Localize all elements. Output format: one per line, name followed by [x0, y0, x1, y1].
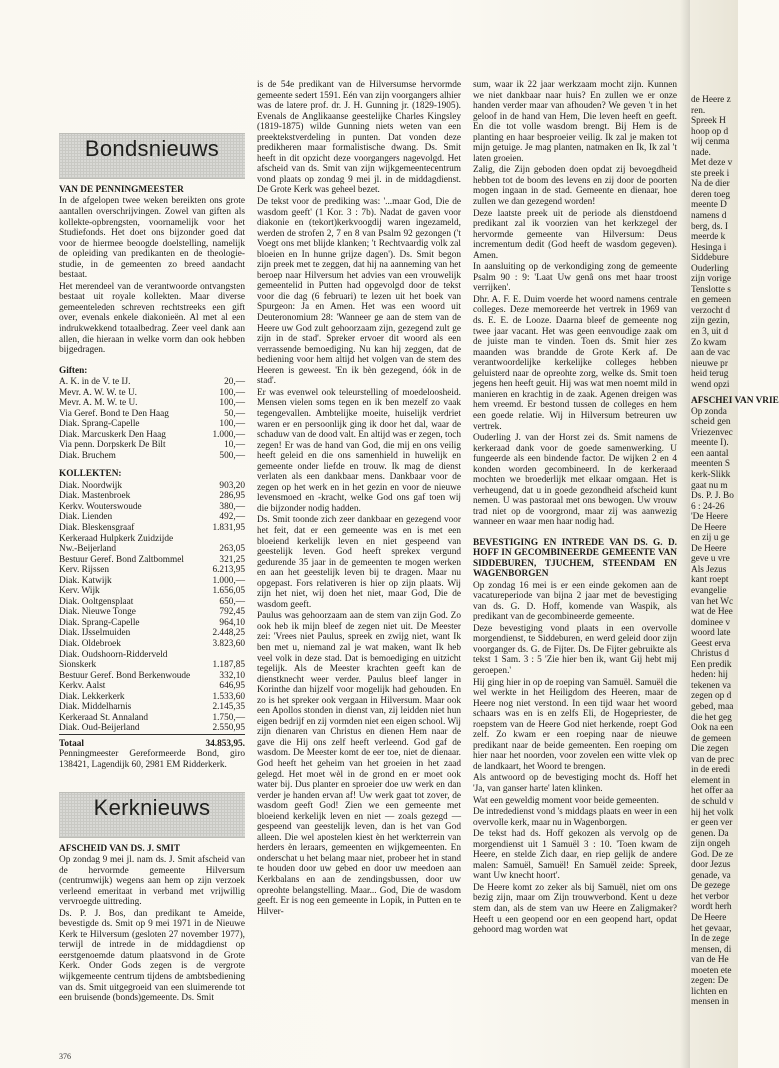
giften-heading: Giften: [59, 365, 88, 376]
col4-line: hoop op d [691, 126, 729, 137]
col2-paragraph: is de 54e predikant van de Hilversumse hervormde gemeente sedert 1591. Eén van zijn voorgangers alhier was de latere prof. dr. J. H. Gunning jr. (1829-1905). Evenals de Anglikaanse geestelijke Charles Kingsley (1819-1875) wilde Gunning niets weten van een preektekstverdeling in punten. Dat vonden deze predikheren maar formalistische dwang. Ds. Smit heeft in dit opzicht deze voorgangers nagevolgd. Het afscheid van ds. Smit van zijn wijkgemeentecentrum vond plaats op zondag 9 mei jl. in de middagdienst. De Grote Kerk was geheel bezet. [257, 80, 461, 196]
col4-line: Op zonda [691, 406, 727, 417]
col4-line: gaat nu m [691, 480, 728, 491]
ledger-row [59, 692, 245, 703]
col4-line: van de He [691, 955, 729, 966]
ledger-name: Kerkv. Wouterswoude [59, 501, 142, 512]
col3-paragraph: Deze bevestiging vond plaats in een overvolle morgendienst, te Siddeburen, en werd geleid door zijn voorganger ds. G. de Fijter. Ds. De Fijter gebruikte als tekst 1 Sam. 3 : 5 'Zie hier ben ik, want Gij hebt mij geroepen.' [473, 623, 677, 676]
ledger-row [59, 586, 245, 597]
col3-paragraph: De Heere komt zo zeker als bij Samuël, niet om ons bezig zijn, maar om Zijn trouwverbond. Kent u deze stem dan, als de stem van uw Heere en Zaligmaker? Heeft u een geopend oor en een geopend hart, opdat gehoord mag worden wat [473, 882, 677, 936]
ledger-name: Diak. Lienden [59, 512, 113, 523]
ledger-amount: 903,20 [219, 480, 245, 491]
ledger-name: Diak. Sprang-Capelle [59, 419, 140, 430]
ledger-name: Kerkeraad Hulpkerk Zuidzijde [59, 533, 174, 544]
ledger-name: Diak. Mastenbroek [59, 491, 131, 502]
ledger-row [59, 628, 245, 639]
ledger-row [59, 398, 245, 409]
col4-line: gebed, maa [691, 702, 734, 713]
penningmeester-paragraph-1: In de afgelopen twee weken bereikten ons grote aantallen overschrijvingen. Zowel van giften als kollekte-opbrengsten, voornamelijk voor het Studiefonds. Het doet ons bijzonder goed dat voor de hiermee beoogde doelstelling, namelijk de opleiding van predikanten en de theologie-studie, in de gemeenten zo breed aandacht bestaat. [59, 196, 245, 281]
col3-paragraph: De intrededienst vond 's middags plaats en weer in een overvolle kerk, maar nu in Wagenborgen. [473, 807, 677, 828]
ledger-row [59, 681, 245, 692]
ledger-amount: 1.000,— [212, 429, 245, 440]
ledger-name: Diak. Bruchem [59, 450, 116, 461]
col4-line: en gemeen [691, 295, 732, 306]
col4-line: deren toeg [691, 189, 730, 200]
ledger-amount: 1.750,— [212, 712, 245, 723]
col4-line: de Heere z [691, 95, 731, 105]
col4-line: evangelie [691, 586, 727, 597]
col4-line: 'De Heere [691, 512, 729, 523]
column-1 [59, 133, 245, 1063]
ledger-name: Diak. Oudshoorn-Ridderveld [59, 649, 168, 660]
col3-paragraph: Op zondag 16 mei is er een einde gekomen aan de vacatureperiode van bijna 2 jaar met de bevestiging van ds. G. D. Hoff, komende van Waspik, als predikant van de gecombineerde gemeente. [473, 580, 677, 623]
ledger-amount: 50,— [224, 408, 245, 419]
ledger-name: Diak. Middelharnis [59, 702, 132, 713]
col4-line: namens d [691, 211, 727, 222]
ledger-amount: 2.448,25 [212, 628, 245, 639]
col4-line: wij cenma [691, 137, 730, 148]
col4-line: zegen op d [691, 691, 732, 702]
col2-paragraph: Paulus was gehoorzaam aan de stem van zijn God. Zo ook heb ik mijn bleef de zegen niet uit. De Meester zei: 'Vrees niet Paulus, spreek en zwijg niet, want Ik ben met u, niemand zal je wat maken, want Ik heb veel volk in deze stad. Dat is bemoediging en uitzicht tegelijk. Als de Meester krachten geeft kan de dienstknecht weer verder. Paulus bleef langer in Korinthe dan hijzelf voor mogelijk had gehouden. En zo is het spreker ook vergaan in Hilversum. Maar ook een Apollos stonden in dienst van, zij leidden niet hun eigen bedrijf en zij vormden niet een eigen school. Wij zijn dienaren van Christus en dienen Hem naar de gave die Hij ons zelf heeft verleend. God gaf de wasdom. De Meester komt de eer toe, niet de dienaar. God heeft het geheim van het groeien in het zaad gelegd. Het moet wèl in de grond en er moet ook water bij. Dus planter en sproeier doe uw werk en dan verder je handen ervan af! Uw werk gaat tot zover, de wasdom geeft God! Zien we een gemeente met bloeiend kerkelijk leven en niet — zoals gezegd — gespeend van geestelijk leven, dan is het van God alleen. Die wel apostelen kiest èn het werkterrein van herders èn leraars, gemeenten en wijkgemeenten. En onderschat u het belang maar niet, probeer het in stand te houden door uw gebed en door uw meedoen aan Kerkbalans en aan de zendingsbussen, door uw opreohte belangstelling. Maar... God, Die de wasdom geeft. Er is nog een gemeente in Lopik, in Putten en te Hilver- [257, 611, 461, 917]
ledger-amount: 2.145,35 [212, 702, 245, 713]
column-2 [257, 80, 461, 1055]
col4-line: van de prec [691, 754, 734, 765]
ledger-name: Kerkeraad St. Annaland [59, 712, 149, 723]
ledger-amount: 964,10 [219, 617, 245, 628]
col4-line: die het geg [691, 712, 732, 723]
col4-line: zijn gezin, [691, 316, 730, 327]
col4-line: de gemeen [691, 733, 732, 744]
bondsnieuws-title: Bondsnieuws [84, 136, 220, 161]
col4-line: genade, va [691, 870, 731, 881]
col4-line: meenten S [691, 459, 730, 470]
col4-line: zegen: De [691, 976, 729, 987]
col4-line: en 3, uit d [691, 327, 729, 338]
ledger-name: Diak. Marcuskerk Den Haag [59, 429, 166, 440]
total-label: Totaal [59, 738, 84, 749]
total-amount: 34.853,95. [205, 738, 245, 749]
ledger-amount: 286,95 [219, 491, 245, 502]
col4-line: van het Wc [691, 596, 734, 607]
ledger-row [59, 660, 245, 671]
ledger-row [59, 502, 245, 513]
col3-paragraph: In aansluiting op de verkondiging zong de gemeente Psalm 90 : 9: 'Laat Uw genâ ons met haar troost verrijken'. [473, 262, 677, 294]
col4-line: Vriezenvec [691, 427, 733, 438]
col4-line: De gezege [691, 881, 730, 892]
ledger-amount: 6.213,95 [212, 565, 245, 576]
col4-line: De Heere [691, 543, 727, 554]
col4-line: hij het volk [691, 807, 734, 818]
ledger-name: Mevr. A. M. W. te U. [59, 398, 138, 409]
col4-line: zijn vorige [691, 274, 732, 285]
ledger-row [59, 523, 245, 534]
ledger-row [59, 491, 245, 502]
ledger-amount: 1.187,85 [212, 660, 245, 671]
ledger-row [59, 702, 245, 713]
col4-line: mensen, di [691, 944, 732, 955]
col4-line: heid terug [691, 369, 729, 380]
kerknieuws-banner [59, 792, 245, 838]
total-row [59, 737, 245, 750]
ledger-amount: 3.823,60 [212, 639, 245, 649]
page-fold-shadow [680, 0, 690, 1068]
col4-line: De Heere [691, 522, 727, 533]
col4-line: Christus d [691, 649, 729, 660]
col4-line: Een predik [691, 659, 732, 670]
bevestiging-heading: BEVESTIGING EN INTREDE VAN DS. G. D. HOFF IN GECOMBINEERDE GEMEENTE VAN SIDDEBUREN, TJUCHEM, STEENDAM EN WAGENBORGEN [473, 537, 677, 580]
ledger-amount: 650,— [219, 596, 245, 607]
col4-line: Zo kwam [691, 337, 727, 348]
ledger-amount: 646,95 [219, 681, 245, 692]
col4-line: het verbor [691, 891, 729, 902]
col4-line: door Jezus [691, 860, 731, 871]
col4-line: genen. Da [691, 828, 729, 839]
col4-line: meente D [691, 200, 727, 211]
col4-line: God. De ze [691, 849, 734, 860]
col4-line: nade. [691, 147, 711, 158]
ledger-name: Sionskerk [59, 660, 97, 671]
col4-line: ste preek i [691, 168, 730, 179]
ledger-amount: 332,10 [219, 670, 245, 681]
column-4-cropped [691, 95, 779, 1008]
column-3 [473, 80, 677, 1055]
ledger-name: Kerv. Rijssen [59, 565, 110, 576]
col4-line: Met deze v [691, 158, 733, 169]
ledger-amount: 1.533,60 [212, 691, 245, 702]
ledger-name: Diak. Lekkerkerk [59, 691, 125, 702]
col4-line: Tenslotte s [691, 284, 731, 295]
col2-paragraph: Er was evenwel ook teleurstelling of moedeloosheid. Mensen vielen soms tegen en ik ben mezelf zo vaak tegengevallen. Ambtelijke moeite, huiselijk verdriet waren er en persoonlijk ging ik door het dal, waar de schaduw van de dood valt. En altijd was er zegen, toch zegen! Er was de hand van God, die mij en ons veilig heeft geleid en die ons samenhield in huwelijk en gemeente onder liefde en trouw. Ik mag de dienst verlaten als een dankbaar mens. Dankbaar voor de zegen op het werk en in het gezin en voor de nieuwe levensmoed en -kracht, welke God ons gaf toen wij die bijzonder nodig hadden. [257, 387, 461, 514]
ledger-row [59, 430, 245, 441]
ledger-name: Diak. IJsselmuiden [59, 628, 131, 639]
col4-line: Hesinga i [691, 242, 727, 253]
col2-paragraph: Ds. Smit toonde zich zeer dankbaar en gezegend voor het feit, dat er een gemeente was en is met een bloeiend kerkelijk leven en niet gespeend van geestelijk leven. God heeft sprekex vergund gedurende 35 jaar in de gemeenten te mogen werken en aan het geestelijk leven bij te dragen. Maar nu opgepast. Fors relativeren is hier op zijn plaats. Wij zijn het niet, wij doen het niet, maar God, Die de wasdom geeft. [257, 515, 461, 610]
ledger-row [59, 565, 245, 576]
penningmeester-paragraph-2: Het merendeel van de verantwoorde ontvangsten bestaat uit royale kollekten. Maar diverse gemeenteleden schreven rechtstreeks een gift over, evenals enkele diakonieën. Al met al een indrukwekkend totaalbedrag. Zeer veel dank aan allen, die hieraan in welke vorm dan ook hebben bijgedragen. [59, 281, 245, 356]
ledger-name: Nw.-Beijerland [59, 544, 116, 555]
col3-paragraph: Zalig, die Zijn geboden doen opdat zij bevoegdheid hebben tot de boom des levens en zij door de poorten mogen ingaan in de stad. Gemeente en dienaar, hoe zullen we dan gezegend worden! [473, 165, 677, 208]
bondsnieuws-banner [59, 133, 245, 179]
penningmeester-heading: VAN DE PENNINGMEESTER [59, 185, 184, 195]
total-table [59, 737, 245, 750]
col4-line: nieuwe pr [691, 358, 728, 369]
ledger-amount: 2.550,95 [208, 723, 245, 734]
kollekten-table [59, 481, 245, 735]
ledger-row [59, 388, 245, 399]
ledger-row [59, 618, 245, 629]
ledger-row [59, 597, 245, 608]
col4-line: de schuld v [691, 796, 734, 807]
ledger-row [59, 576, 245, 587]
col4-line: tekenen va [691, 680, 732, 691]
ledger-amount: 321,25 [219, 554, 245, 565]
col4-line: Siddebure [691, 253, 729, 264]
ledger-row [59, 607, 245, 618]
ledger-row [59, 481, 245, 492]
ledger-amount [208, 534, 245, 545]
col4-line: ren. [691, 105, 706, 116]
ledger-name: Diak. Oldebroek [59, 639, 121, 649]
afscheid-paragraph-2: Ds. P. J. Bos, dan predikant te Ameide, bevestigde ds. Smit op 9 mei 1971 in de Nieuwe Kerk te Hilversum (gesloten 27 november 1977), terwijl de intrede in de middagdienst op eerstgenoemde datum plaatsvond in de Grote Kerk. Onder Gods zegen is de vergrote wijkgemeente centrum tijdens de ambtsbediening van ds. Smit uitgegroeid van een sluimerende tot een bruisende (bonds)gemeente. Ds. Smit [59, 908, 245, 1004]
ledger-name: Bestuur Geref. Bond Berkenwoude [59, 670, 191, 681]
col4-line: aan de vac [691, 348, 731, 359]
ledger-row [59, 419, 245, 430]
ledger-amount: 792,45 [219, 607, 245, 618]
penningmeester-footer: Penningmeester Gereformeerde Bond, giro 138421, Lagendijk 60, 2981 EM Ridderkerk. [59, 749, 245, 771]
col3-paragraph: Dhr. A. F. E. Duim voerde het woord namens centrale colleges. Deze memoreerde het vertrek in 1969 van ds. E. E. de Looze. Daarna bleef de gemeente nog twee jaar vacant. Het was geen eenvoudige zaak om de juiste man te vinden. Toen ds. Smit hier zes maanden was brandde de Grote Kerk af. De verantwoordelijke kerkelijke colleges hebben geluisterd naar de opreohte zorg, welke ds. Smit toen jegens hen heeft geuit. Hij was wat men noemt mild in manieren en krachtig in de zaak. Agenen dreigen was hem vreemd. Er bestond tussen de colleges en hem een goede relatie. Wij in Hilversum betreuren uw vertrek. [473, 294, 677, 432]
ledger-name: A. K. in de V. te IJ. [59, 377, 131, 388]
ledger-name: Kerv. Wijk [59, 586, 100, 597]
col4-line: In de zege [691, 934, 730, 945]
ledger-row [59, 440, 245, 451]
ledger-row [59, 512, 245, 523]
col4-line: meente I). [691, 438, 729, 449]
col4-line: verzocht d [691, 305, 730, 316]
ledger-row [59, 377, 245, 388]
ledger-name: Mevr. A. W. W. te U. [59, 387, 137, 398]
ledger-amount: 100,— [219, 398, 245, 409]
ledger-amount: 20,— [224, 377, 245, 388]
col3-paragraph: Ouderling J. van der Horst zei ds. Smit namens de kerkeraad dank voor de goede samenwerking. U fungeerde als een bindende factor. De wijken 2 en 4 konden worden gecombineerd. In de kerkeraad mochten we broederlijk met elkaar omgaan. Het is verheugend, dat u in goede gezondheid afscheid kunt nemen. U was pastoraal met ons bewogen. Uw vrouw trad niet op de voorgrond, maar zij was aanwezig wanneer en waar men haar nodig had. [473, 433, 677, 528]
col4-line: en zij u ge [691, 533, 730, 544]
ledger-amount: 10,— [224, 440, 245, 451]
ledger-name: Via Geref. Bond te Den Haag [59, 408, 169, 419]
ledger-amount: 492,— [219, 512, 245, 523]
col4-line: Spreek H [691, 116, 726, 127]
col4-line: heden: hij [691, 670, 728, 681]
col4-line: moeten ete [691, 965, 732, 976]
col4-line: geve u vre [691, 554, 730, 565]
col4-heading: AFSCHEI VAN VRIE [691, 396, 779, 407]
col4-line: element in [691, 775, 730, 786]
col4-line: kerk-Slikk [691, 470, 731, 480]
page-number: 376 [59, 1052, 71, 1061]
col4-line: wend opzi [691, 379, 730, 390]
ledger-name: Via penn. Dorpskerk De Bilt [59, 440, 166, 451]
col4-line: lichten en [691, 986, 728, 997]
ledger-row [59, 451, 245, 462]
col3-paragraph: Als antwoord op de bevestiging mocht ds. Hoff het 'Ja, van ganser harte' laten klinken. [473, 773, 677, 794]
col4-line: Geest erva [691, 638, 731, 649]
col4-line: meerde k [691, 232, 726, 243]
col4-line: woord late [691, 628, 731, 639]
giften-table [59, 377, 245, 461]
col4-line: dominee v [691, 617, 730, 628]
ledger-name: Diak. Ooltgensplaat [59, 596, 134, 607]
ledger-name: Kerkv. Aalst [59, 681, 106, 692]
ledger-amount: 380,— [219, 501, 245, 512]
ledger-amount: 1.831,95 [212, 522, 245, 533]
kollekten-heading: KOLLEKTEN: [59, 469, 122, 480]
ledger-amount: 500,— [219, 450, 245, 461]
col3-paragraph: Deze laatste preek uit de periode als dienstdoend predikant zal ik voorzien van het kerkzegel der hervormde gemeente van Hilversum: Deus incrementum dedit (God heeft de wasdom gegeven). Amen. [473, 208, 677, 261]
ledger-name: Diak. Oud-Beijerland [59, 723, 208, 734]
ledger-row [59, 555, 245, 566]
ledger-row [59, 544, 245, 555]
col4-line: mensen in [691, 997, 729, 1008]
col4-line: wat de Hee [691, 607, 733, 618]
col4-line: scheid gen [691, 417, 731, 428]
ledger-row [59, 409, 245, 420]
ledger-name: Diak. Noordwijk [59, 480, 123, 491]
col4-line: zijn ongeh [691, 839, 730, 850]
ledger-name: Diak. Katwijk [59, 575, 112, 586]
col3-paragraph: Hij ging hier in op de roeping van Samuël. Samuël die wel werkte in het Heiligdom des Heeren, maar de Heere nog niet verstond. In een tijd waar het woord schaars was en is en zelfs Eli, de Hogepriester, de roepstem van de Heere God niet herkende, roept God zelf. Zo kwam er een roeping naar de nieuwe predikant naar de beide gemeenten. Een roeping om hier naar het noorden, voor zovelen een witte vlek op de landkaart, het Woord te brengen. [473, 677, 677, 772]
col4-line: Als Jezus [691, 564, 727, 575]
afscheid-paragraph-1: Op zondag 9 mei jl. nam ds. J. Smit afscheid van de hervormde gemeente Hilversum (centrumwijk) wegens aan hem op zijn verzoek verleend emeritaat in verband met vrijwillig vervroegde uittreding. [59, 854, 245, 908]
col4-line: het gevaar, [691, 923, 732, 934]
col4-line: het offer aa [691, 786, 734, 797]
col4-line: Na de dier [691, 179, 730, 190]
col2-paragraph: De tekst voor de prediking was: '...maar God, Die de wasdom geeft' (1 Kor. 3 : 7b). Nadat de gaven voor diakonie en (tekort)kerkvoogdij waren ingezameld, werden de strofen 2, 7 en 8 van Psalm 92 gezongen ('t Voegt ons met blijde klanken; 't Rechtvaardig volk zal bloeien en In hunne grijze dagen'). Ds. Smit begon zijn preek met te zeggen, dat hij na aanneming van het beroep naar Hilversum het advies van een vrouwelijk gemeentelid in Putten had opgevolgd door de tekst voor die dag (6 februari) te lezen uit het boek van Spurgeon: Ja en Amen. Het was een woord uit Deuteronomium 28: 'Wanneer ge aan de stem van de Heere uw God zult gehoorzaam zijn, gezegend zult ge zijn in de stad'. Spreker ervoer dit woord als een verrassende bemoediging. Nu kan hij zeggen, dat de bediening voor hem altijd het volgen van de stem des Heeren is geweest. 'En ik bèn gezegend, óók in de stad'. [257, 197, 461, 387]
col4-line: Die zegen [691, 744, 729, 755]
ledger-amount: 263,05 [219, 544, 245, 555]
ledger-amount [208, 650, 245, 661]
afscheid-heading: AFSCHEID VAN DS. J. SMIT [59, 843, 181, 854]
ledger-row [59, 639, 245, 650]
col4-line: in de eredi [691, 765, 731, 776]
ledger-name: Diak. Bleskensgraaf [59, 522, 135, 533]
ledger-name: Bestuur Geref. Bond Zaltbommel [59, 554, 184, 565]
ledger-name: Diak. Sprang-Capelle [59, 617, 140, 628]
ledger-row [59, 671, 245, 682]
kerknieuws-title: Kerknieuws [93, 794, 211, 820]
ledger-row [59, 713, 245, 724]
ledger-amount: 1.000,— [212, 575, 245, 586]
col4-line: Ook na een [691, 723, 734, 734]
col4-line: Ds. P. J. Bo [691, 491, 734, 502]
ledger-amount: 1.656,05 [212, 586, 245, 597]
col3-paragraph: Wat een geweldig moment voor beide gemeenten. [473, 795, 659, 806]
col4-line: wordt herh [691, 902, 732, 913]
col4-line: er geen ver [691, 818, 733, 829]
col4-line: 6 : 24-26 [691, 501, 725, 512]
ledger-amount: 100,— [219, 419, 245, 430]
ledger-row [59, 534, 245, 545]
col4-line: kant roept [691, 575, 729, 586]
ledger-row [59, 650, 245, 661]
col4-line: berg, ds. I [691, 221, 729, 232]
col3-paragraph: sum, waar ik 22 jaar werkzaam mocht zijn. Kunnen we niet dankbaar naar huis? En zullen we er onze handen verder maar van afhouden? We geven 't in het geloof in de hand van Hem, Die leven heeft en geeft. En die tot volle wasdom brengt. Bij Hem is de planting en haar besproeier veilig. Ik zal je maken tot mijn getuige. Je mag planten, natmaken en Ik, Ik zal 't laten groeien. [473, 80, 677, 164]
col4-line: Ouderling [691, 263, 729, 274]
ledger-amount: 100,— [219, 387, 245, 398]
ledger-name: Diak. Nieuwe Tonge [59, 607, 136, 618]
col4-line: een aantal [691, 448, 729, 459]
ledger-row [59, 723, 245, 734]
col3-paragraph: De tekst had ds. Hoff gekozen als vervolg op de morgendienst uit 1 Samuël 3 : 10. 'Toen kwam de Heere, en stelde Zich daar, en riep gelijk de andere malen: Samuël, Samuël! En Samuël zeide: Spreek, want Uw knecht hoort'. [473, 829, 677, 882]
col4-line: De Heere [691, 912, 727, 923]
